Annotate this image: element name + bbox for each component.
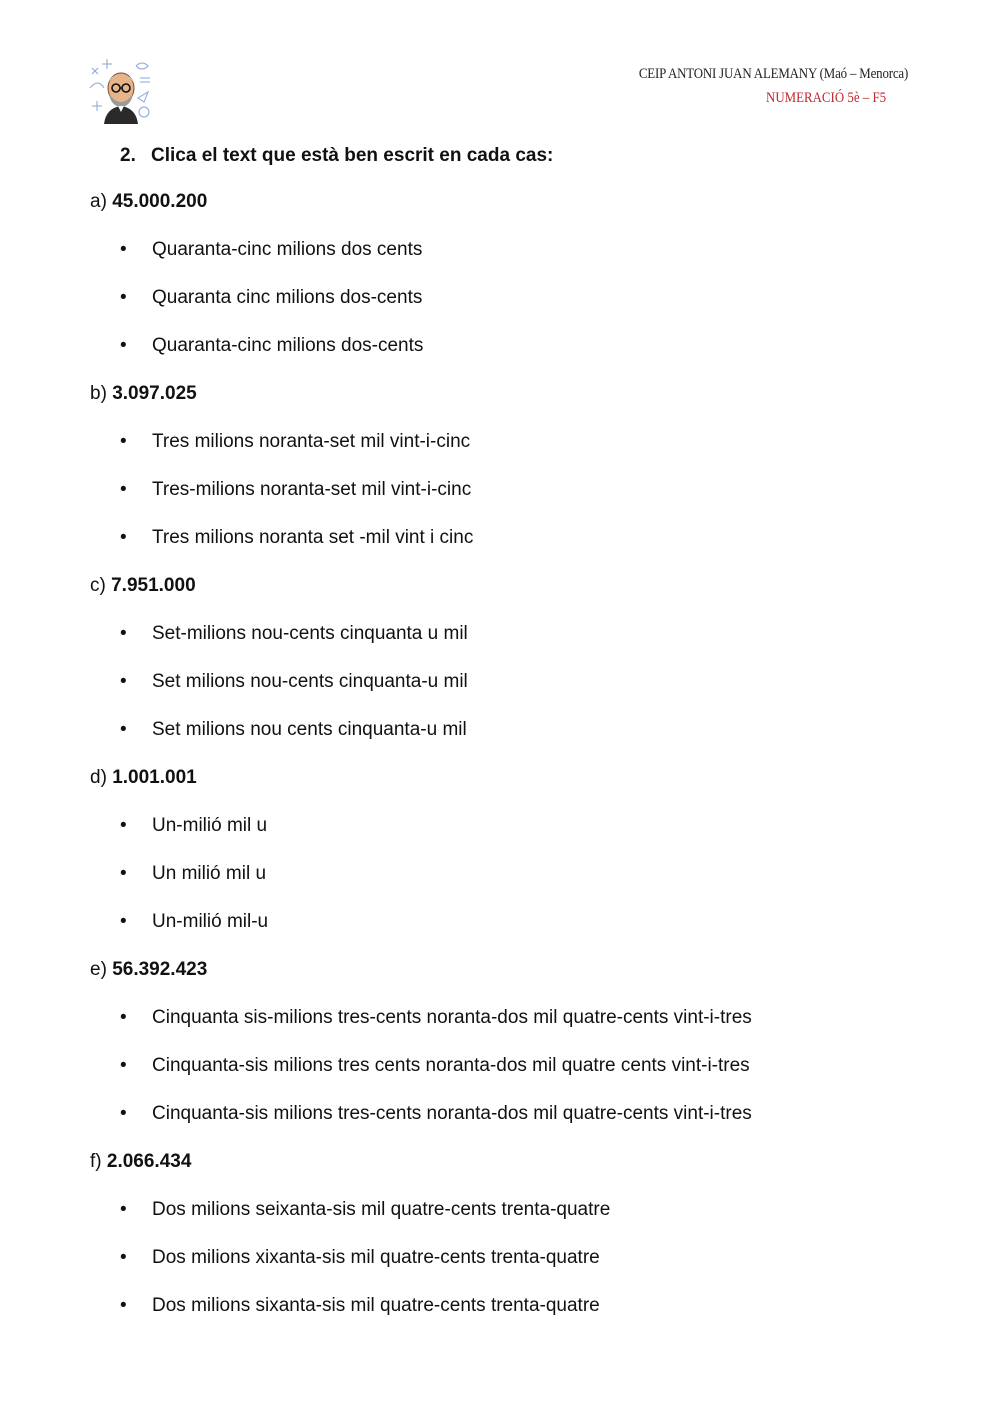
question-letter: f) — [90, 1151, 102, 1172]
teacher-avatar-logo — [88, 58, 154, 124]
question-c — [90, 574, 950, 766]
answer-option-text[interactable]: Cinquanta-sis milions tres cents noranta-dos mil quatre cents vint-i-tres — [152, 1055, 750, 1076]
answer-option[interactable] — [90, 1246, 950, 1294]
answer-option[interactable] — [90, 670, 950, 718]
school-name: CEIP ANTONI JUAN ALEMANY (Maó – Menorca) — [638, 66, 908, 82]
document-header — [595, 62, 908, 110]
bullet-icon: • — [120, 911, 127, 932]
answer-option[interactable] — [90, 286, 950, 334]
exercise-number: 2. — [120, 145, 136, 166]
bullet-icon: • — [120, 719, 127, 740]
answer-option[interactable] — [90, 718, 950, 766]
answer-option[interactable] — [90, 334, 950, 382]
answer-option[interactable] — [90, 526, 950, 574]
bullet-icon: • — [120, 671, 127, 692]
answer-option-text[interactable]: Set-milions nou-cents cinquanta u mil — [152, 623, 468, 644]
answer-option[interactable] — [90, 910, 950, 958]
bullet-icon: • — [120, 623, 127, 644]
bullet-icon: • — [120, 431, 127, 452]
bullet-icon: • — [120, 335, 127, 356]
question-number: 2.066.434 — [106, 1151, 192, 1172]
question-letter: a) — [90, 191, 107, 212]
answer-option[interactable] — [90, 622, 950, 670]
answer-option[interactable] — [90, 1102, 950, 1150]
answer-option[interactable] — [90, 238, 950, 286]
question-letter: e) — [90, 959, 107, 980]
bullet-icon: • — [120, 863, 127, 884]
bullet-icon: • — [120, 1295, 127, 1316]
answer-option-text[interactable]: Tres milions noranta-set mil vint-i-cinc — [152, 431, 471, 452]
question-heading — [90, 574, 950, 622]
bullet-icon: • — [120, 1199, 127, 1220]
bullet-icon: • — [120, 1247, 127, 1268]
subject-code: NUMERACIÓ 5è – F5 — [765, 90, 886, 106]
bullet-icon: • — [120, 1055, 127, 1076]
answer-option[interactable] — [90, 1006, 950, 1054]
answer-option[interactable] — [90, 478, 950, 526]
bullet-icon: • — [120, 239, 127, 260]
answer-option-text[interactable]: Un milió mil u — [152, 863, 267, 884]
bullet-icon: • — [120, 1103, 127, 1124]
question-heading — [90, 1150, 950, 1198]
question-number: 1.001.001 — [112, 767, 197, 788]
question-f — [90, 1150, 950, 1342]
question-list — [90, 190, 950, 1342]
answer-option-text[interactable]: Set milions nou-cents cinquanta-u mil — [152, 671, 468, 692]
answer-option-text[interactable]: Set milions nou cents cinquanta-u mil — [152, 719, 467, 740]
question-number: 3.097.025 — [112, 383, 197, 404]
bullet-icon: • — [120, 815, 127, 836]
answer-option[interactable] — [90, 1054, 950, 1102]
question-number: 45.000.200 — [112, 191, 208, 212]
exercise-instruction — [120, 145, 553, 167]
answer-option-text[interactable]: Quaranta cinc milions dos-cents — [152, 287, 423, 308]
question-letter: c) — [90, 575, 106, 596]
answer-option-text[interactable]: Quaranta-cinc milions dos-cents — [152, 335, 424, 356]
question-e — [90, 958, 950, 1150]
question-number: 7.951.000 — [111, 575, 196, 596]
answer-option[interactable] — [90, 862, 950, 910]
bullet-icon: • — [120, 1007, 127, 1028]
answer-option-text[interactable]: Cinquanta-sis milions tres-cents noranta-dos mil quatre-cents vint-i-tres — [152, 1103, 752, 1124]
answer-option[interactable] — [90, 1198, 950, 1246]
answer-option-text[interactable]: Quaranta-cinc milions dos cents — [152, 239, 423, 260]
question-d — [90, 766, 950, 958]
question-heading — [90, 382, 950, 430]
answer-option-text[interactable]: Dos milions sixanta-sis mil quatre-cents trenta-quatre — [152, 1295, 600, 1316]
bullet-icon: • — [120, 287, 127, 308]
question-heading — [90, 766, 950, 814]
question-b — [90, 382, 950, 574]
answer-option-text[interactable]: Dos milions xixanta-sis mil quatre-cents trenta-quatre — [152, 1247, 600, 1268]
bullet-icon: • — [120, 527, 127, 548]
answer-option-text[interactable]: Tres milions noranta set -mil vint i cinc — [152, 527, 474, 548]
answer-option-text[interactable]: Dos milions seixanta-sis mil quatre-cents trenta-quatre — [152, 1199, 611, 1220]
question-a — [90, 190, 950, 382]
answer-option-text[interactable]: Cinquanta sis-milions tres-cents noranta-dos mil quatre-cents vint-i-tres — [152, 1007, 752, 1028]
answer-option[interactable] — [90, 1294, 950, 1342]
question-number: 56.392.423 — [112, 959, 208, 980]
answer-option-text[interactable]: Tres-milions noranta-set mil vint-i-cinc — [152, 479, 472, 500]
answer-option[interactable] — [90, 814, 950, 862]
answer-option-text[interactable]: Un-milió mil u — [152, 815, 268, 836]
question-letter: b) — [90, 383, 107, 404]
question-heading — [90, 190, 950, 238]
instruction-text: Clica el text que està ben escrit en cada cas: — [151, 145, 554, 166]
bullet-icon: • — [120, 479, 127, 500]
question-letter: d) — [90, 767, 107, 788]
answer-option-text[interactable]: Un-milió mil-u — [152, 911, 269, 932]
answer-option[interactable] — [90, 430, 950, 478]
question-heading — [90, 958, 950, 1006]
